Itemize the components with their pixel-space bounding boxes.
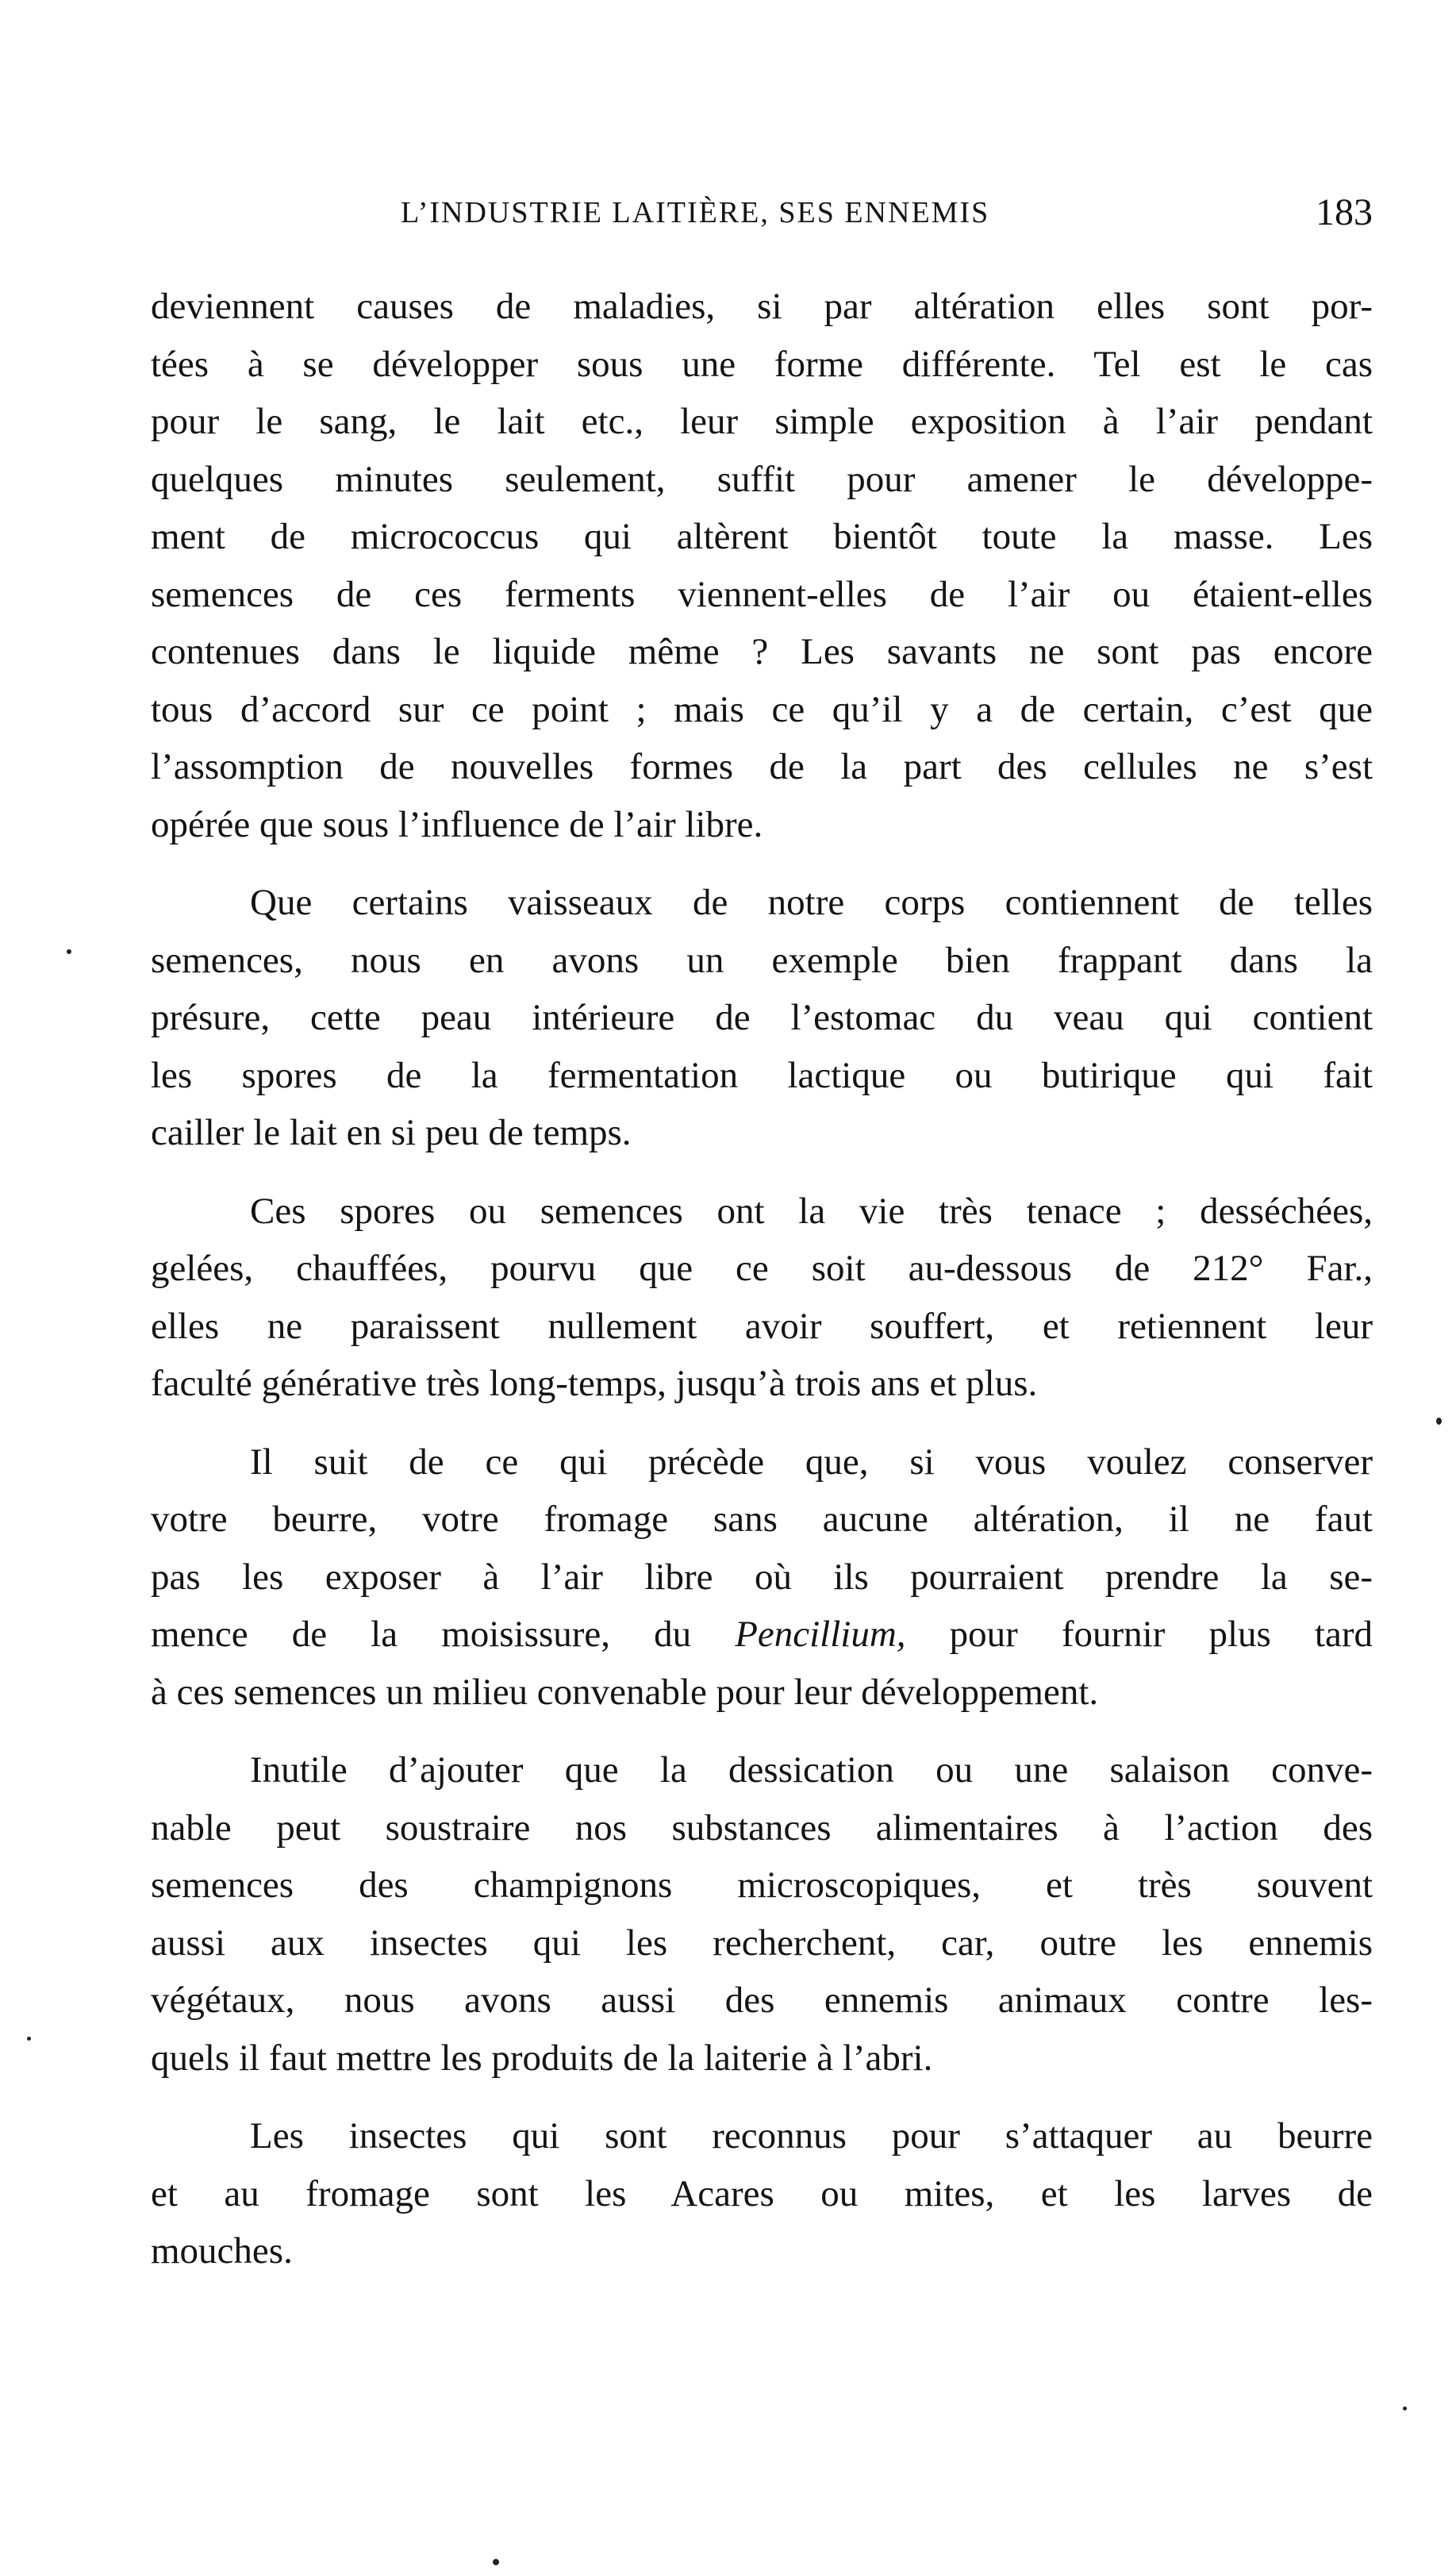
scan-speck [67, 949, 71, 954]
running-title: L’INDUSTRIE LAITIÈRE, SES ENNEMIS [401, 196, 990, 229]
text-segment: pour fournir plus tard [905, 1614, 1373, 1655]
text-line: l’assomption de nouvelles formes de la part des cellules ne s’est [151, 746, 1373, 787]
text-line: présure, cette peau intérieure de l’estomac du veau qui contient [151, 997, 1373, 1038]
text-line: mouches. [151, 2230, 293, 2272]
text-line: opérée que sous l’influence de l’air libre. [151, 803, 763, 845]
text-line: votre beurre, votre fromage sans aucune altération, il ne faut [151, 1499, 1373, 1540]
text-line: Ces spores ou semences ont la vie très tenace ; desséchées, [250, 1190, 1373, 1232]
text-line: à ces semences un milieu convenable pour leur développement. [151, 1671, 1099, 1713]
text-line: cailler le lait en si peu de temps. [151, 1112, 632, 1153]
paragraph-2 [151, 874, 1373, 1162]
text-line: les spores de la fermentation lactique ou butirique qui fait [151, 1054, 1373, 1096]
text-line-with-italic [151, 1606, 1373, 1664]
text-line: deviennent causes de maladies, si par altération elles sont por- [151, 286, 1373, 327]
text-line: Les insectes qui sont reconnus pour s’attaquer au beurre [250, 2115, 1373, 2157]
scan-speck [1403, 2407, 1407, 2410]
scan-speck [493, 2559, 499, 2565]
text-line: semences, nous en avons un exemple bien frappant dans la [151, 939, 1373, 981]
running-head [151, 190, 1373, 246]
page-number: 183 [1316, 191, 1373, 233]
text-body [151, 278, 1373, 2280]
text-line: Il suit de ce qui précède que, si vous voulez conserver [250, 1441, 1373, 1483]
paragraph-4 [151, 1433, 1373, 1722]
text-line: quelques minutes seulement, suffit pour amener le développe- [151, 458, 1373, 500]
paragraph-1 [151, 278, 1373, 853]
paragraph-3 [151, 1183, 1373, 1413]
text-line: pour le sang, le lait etc., leur simple exposition à l’air pendant [151, 401, 1373, 442]
italic-term: Pencillium, [735, 1614, 906, 1655]
text-line: nable peut soustraire nos substances alimentaires à l’action des [151, 1806, 1373, 1849]
text-line: Que certains vaisseaux de notre corps contiennent de telles [250, 882, 1373, 923]
text-line: pas les exposer à l’air libre où ils pourraient prendre la se- [151, 1556, 1373, 1598]
text-line: elles ne paraissent nullement avoir souffert, et retiennent leur [151, 1305, 1373, 1347]
scan-speck [1436, 1418, 1442, 1425]
text-line: tées à se développer sous une forme différente. Tel est le cas [151, 343, 1373, 385]
text-line: et au fromage sont les Acares ou mites, et les larves de [151, 2172, 1373, 2214]
paragraph-5 [151, 1741, 1373, 2087]
text-line: aussi aux insectes qui les recherchent, car, outre les ennemis [151, 1922, 1373, 1964]
text-line: végétaux, nous avons aussi des ennemis animaux contre les- [151, 1980, 1373, 2021]
text-line: quels il faut mettre les produits de la laiterie à l’abri. [151, 2037, 933, 2079]
scan-speck [27, 2037, 31, 2041]
text-line: tous d’accord sur ce point ; mais ce qu’il y a de certain, c’est que [151, 688, 1373, 730]
text-line: ment de micrococcus qui altèrent bientôt toute la masse. Les [151, 516, 1373, 557]
text-line: gelées, chauffées, pourvu que ce soit au-dessous de 212° Far., [151, 1248, 1373, 1289]
text-line: contenues dans le liquide même ? Les savants ne sont pas encore [151, 631, 1373, 672]
paragraph-6 [151, 2107, 1373, 2280]
text-line: semences de ces ferments viennent-elles de l’air ou étaient-elles [151, 573, 1373, 615]
text-line: faculté générative très long-temps, jusqu’à trois ans et plus. [151, 1363, 1038, 1404]
text-segment: mence de la moisissure, du [151, 1614, 736, 1655]
text-line: Inutile d’ajouter que la dessication ou une salaison conve- [250, 1749, 1373, 1791]
text-line: semences des champignons microscopiques, et très souvent [151, 1864, 1373, 1906]
